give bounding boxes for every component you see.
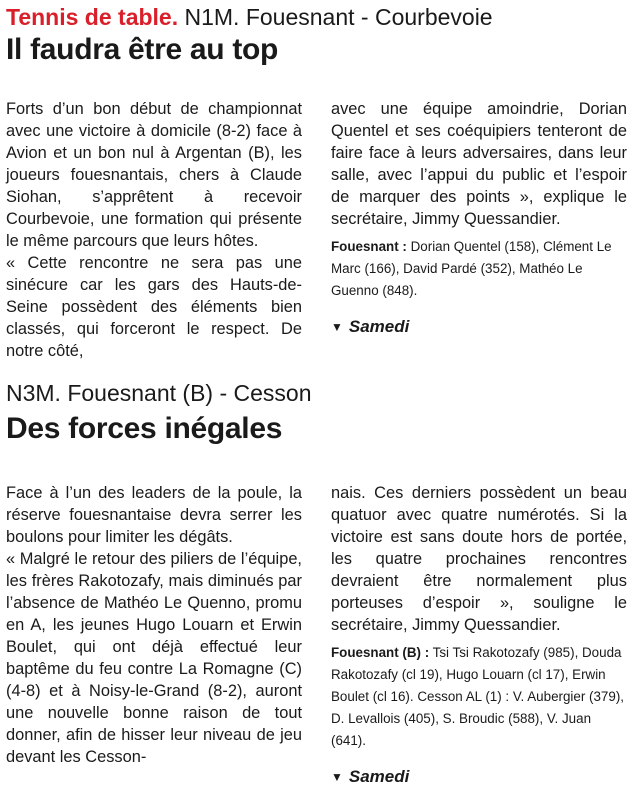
lineup-label: Fouesnant (B) : [331, 645, 430, 660]
team-lineup [331, 642, 627, 752]
article-column-1 [6, 98, 302, 362]
article-column-2 [331, 482, 627, 788]
article-headline: Il faudra être au top [6, 33, 279, 66]
article-kicker [6, 378, 312, 408]
match-day [331, 766, 627, 788]
match-title: N3M. Fouesnant (B) - Cesson [6, 380, 312, 406]
team-lineup [331, 236, 627, 302]
lineup-label: Fouesnant : [331, 239, 407, 254]
article-paragraph: Forts d’un bon début de championnat avec une victoire à domicile (8-2) face à Avion et un bon nul à Argentan (B), les joueurs fouesnantais, chers à Claude Siohan, s’apprêtent à recevoir Courbevoie, une formation qui présente le même parcours que leurs hôtes. [6, 100, 302, 250]
article-column-1 [6, 482, 302, 768]
match-title: N1M. Fouesnant - Courbevoie [184, 4, 493, 30]
article-headline: Des forces inégales [6, 412, 283, 445]
article-quote: « Cette rencontre ne sera pas une sinécure car les gars des Hauts-de-Seine possèdent des éléments bien classés, qui forceront le respect. De notre côté, [6, 254, 302, 360]
article-quote: « Malgré le retour des piliers de l’équipe, les frères Rakotozafy, mais diminués par l’absence de Mathéo Le Quenno, promu en A, les jeunes Hugo Louarn et Erwin Boulet, qui ont déjà effectué leur baptême du feu contre La Romagne (C) (4-8) et à Noisy-le-Grand (8-2), auront une nouvelle bonne raison de tout donner, afin de hisser leur niveau de jeu devant les Cesson- [6, 550, 302, 766]
match-day-label: Samedi [348, 317, 410, 336]
lineup-players: Tsi Tsi Rakotozafy (985), Douda Rakotozafy (cl 19), Hugo Louarn (cl 17), Erwin Boulet (cl 16). Cesson AL (1) : V. Aubergier (379), D. Levallois (405), S. Broudic (588), V. Juan (641). [331, 645, 625, 748]
article-paragraph: Face à l’un des leaders de la poule, la réserve fouesnantaise devra serrer les boulons pour limiter les dégâts. [6, 484, 302, 546]
triangle-down-icon: ▼ [331, 770, 343, 784]
article-column-2 [331, 98, 627, 338]
article-paragraph: nais. Ces derniers possèdent un beau quatuor avec quatre numérotés. Si la victoire est sans doute hors de portée, les quatre prochaines rencontres devraient être normalement plus porteuses d’espoir », souligne le secrétaire, Jimmy Quessandier. [331, 484, 627, 634]
section-category: Tennis de table. [6, 4, 179, 30]
article-kicker [6, 2, 493, 32]
match-day [331, 316, 627, 338]
triangle-down-icon: ▼ [331, 320, 343, 334]
article-paragraph: avec une équipe amoindrie, Dorian Quentel et ses coéquipiers tenteront de faire face à leurs adversaires, dans leur salle, avec l’appui du public et l’espoir de marquer des points », explique le secrétaire, Jimmy Quessandier. [331, 100, 627, 228]
lineup-players: Dorian Quentel (158), Clément Le Marc (166), David Pardé (352), Mathéo Le Guenno (848). [331, 239, 612, 298]
match-day-label: Samedi [348, 767, 410, 786]
